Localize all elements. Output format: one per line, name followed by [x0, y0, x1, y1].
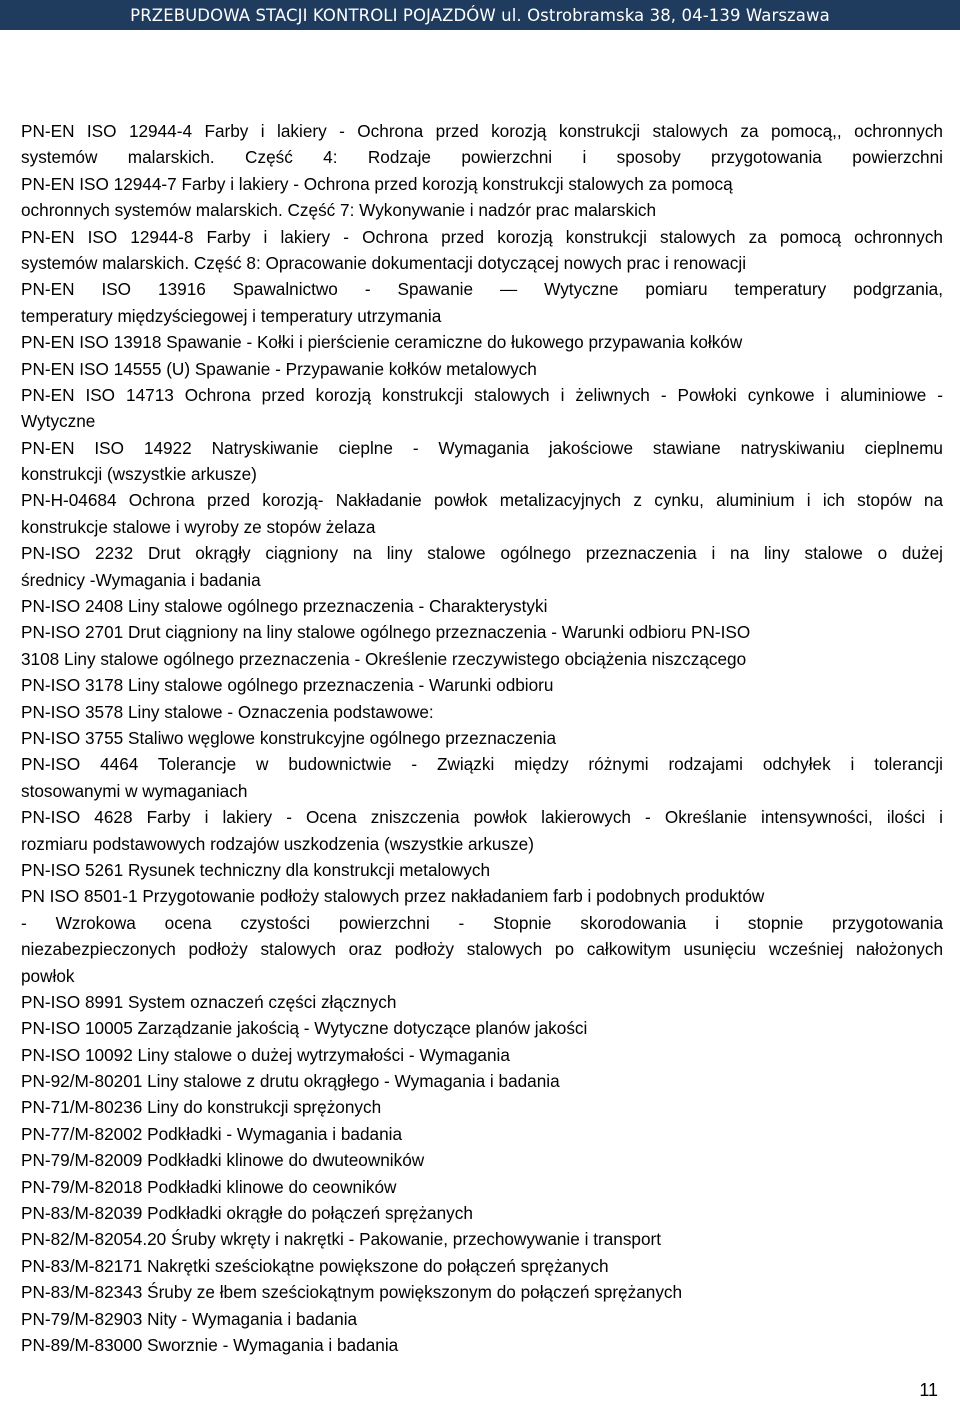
- text-line: rozmiaru podstawowych rodzajów uszkodzenia (wszystkie arkusze): [21, 833, 534, 854]
- text-line: konstrukcje stalowe i wyroby ze stopów żelaza: [21, 516, 376, 537]
- text-line: niezabezpieczonych podłoży stalowych oraz podłoży stalowych po całkowitym usunięciu wcześniej nałożonych: [21, 939, 943, 960]
- page-number: 11: [919, 1380, 938, 1400]
- text-line: 3108 Liny stalowe ogólnego przeznaczenia - Określenie rzeczywistego obciążenia niszczącego: [21, 648, 747, 669]
- text-line: systemów malarskich. Część 8: Opracowanie dokumentacji dotyczącej nowych prac i renowacji: [21, 252, 747, 273]
- text-line: PN-ISO 5261 Rysunek techniczny dla konstrukcji metalowych: [21, 859, 491, 880]
- text-line: PN-83/M-82039 Podkładki okrągłe do połączeń sprężanych: [21, 1203, 473, 1224]
- text-line: Wytyczne: [21, 411, 96, 432]
- text-line: temperatury międzyściegowej i temperatury utrzymania: [21, 305, 442, 326]
- text-line: PN-EN ISO 14922 Natryskiwanie cieplne - Wymagania jakościowe stawiane natryskiwaniu cieplnemu: [21, 437, 943, 458]
- text-line: PN-EN ISO 14555 (U) Spawanie - Przypawanie kołków metalowych: [21, 358, 537, 379]
- text-line: PN-ISO 4628 Farby i lakiery - Ocena zniszczenia powłok lakierowych - Określanie intensywności, ilości i: [21, 807, 943, 828]
- header-title: PRZEBUDOWA STACJI KONTROLI POJAZDÓW ul. Ostrobramska 38, 04-139 Warszawa: [130, 5, 830, 25]
- text-line: PN-ISO 2232 Drut okrągły ciągniony na liny stalowe ogólnego przeznaczenia i na liny stalowe o dużej: [21, 543, 943, 564]
- text-line: PN-79/M-82009 Podkładki klinowe do dwuteowników: [21, 1150, 425, 1171]
- text-line: systemów malarskich. Część 4: Rodzaje powierzchni i sposoby przygotowania powierzchni: [21, 147, 943, 168]
- text-line: PN-EN ISO 12944-8 Farby i lakiery - Ochrona przed korozją konstrukcji stalowych za pomocą ochronnych: [21, 226, 943, 247]
- standards-list: [21, 118, 943, 1358]
- text-line: PN-EN ISO 12944-7 Farby i lakiery - Ochrona przed korozją konstrukcji stalowych za pomocą: [21, 173, 733, 194]
- text-line: PN-ISO 8991 System oznaczeń części złącznych: [21, 991, 397, 1012]
- text-line: PN-EN ISO 13916 Spawalnictwo - Spawanie — Wytyczne pomiaru temperatury podgrzania,: [21, 279, 943, 300]
- text-line: PN-ISO 4464 Tolerancje w budownictwie - Związki między różnymi rodzajami odchyłek i tolerancji: [21, 754, 943, 775]
- text-line: PN-EN ISO 13918 Spawanie - Kołki i pierścienie ceramiczne do łukowego przypawania kołków: [21, 332, 743, 353]
- text-line: PN-ISO 2701 Drut ciągniony na liny stalowe ogólnego przeznaczenia - Warunki odbioru PN-ISO: [21, 622, 751, 643]
- text-line: PN-H-04684 Ochrona przed korozją- Nakładanie powłok metalizacyjnych z cynku, aluminium i ich stopów na: [21, 490, 943, 511]
- text-line: PN-82/M-82054.20 Śruby wkręty i nakrętki - Pakowanie, przechowywanie i transport: [21, 1229, 662, 1250]
- text-line: PN-89/M-83000 Sworznie - Wymagania i badania: [21, 1334, 399, 1355]
- text-line: PN-79/M-82903 Nity - Wymagania i badania: [21, 1308, 358, 1329]
- text-line: PN-77/M-82002 Podkładki - Wymagania i badania: [21, 1123, 403, 1144]
- text-line: PN-71/M-80236 Liny do konstrukcji sprężonych: [21, 1097, 382, 1118]
- text-line: PN-ISO 3755 Staliwo węglowe konstrukcyjne ogólnego przeznaczenia: [21, 727, 557, 748]
- text-line: stosowanymi w wymaganiach: [21, 780, 248, 801]
- text-line: PN-ISO 3578 Liny stalowe - Oznaczenia podstawowe:: [21, 701, 434, 722]
- text-line: PN-EN ISO 12944-4 Farby i lakiery - Ochrona przed korozją konstrukcji stalowych za pomocą,, ochronnych: [21, 121, 943, 141]
- text-line: średnicy -Wymagania i badania: [21, 569, 261, 590]
- text-line: PN ISO 8501-1 Przygotowanie podłoży stalowych przez nakładaniem farb i podobnych produktów: [21, 886, 765, 907]
- page-header: [0, 0, 960, 30]
- text-line: powłok: [21, 965, 75, 986]
- text-line: PN-ISO 3178 Liny stalowe ogólnego przeznaczenia - Warunki odbioru: [21, 675, 554, 696]
- text-line: PN-ISO 10005 Zarządzanie jakością - Wytyczne dotyczące planów jakości: [21, 1018, 588, 1039]
- text-line: - Wzrokowa ocena czystości powierzchni - Stopnie skorodowania i stopnie przygotowania: [21, 912, 943, 933]
- text-line: konstrukcji (wszystkie arkusze): [21, 464, 257, 485]
- text-line: PN-92/M-80201 Liny stalowe z drutu okrągłego - Wymagania i badania: [21, 1071, 560, 1092]
- text-line: ochronnych systemów malarskich. Część 7: Wykonywanie i nadzór prac malarskich: [21, 200, 657, 221]
- text-line: PN-83/M-82343 Śruby ze łbem sześciokątnym powiększonym do połączeń sprężanych: [21, 1282, 683, 1303]
- text-line: PN-83/M-82171 Nakrętki sześciokątne powiększone do połączeń sprężanych: [21, 1255, 609, 1276]
- text-line: PN-ISO 2408 Liny stalowe ogólnego przeznaczenia - Charakterystyki: [21, 596, 548, 617]
- text-line: PN-EN ISO 14713 Ochrona przed korozją konstrukcji stalowych i żeliwnych - Powłoki cynkowe i aluminiowe -: [21, 384, 943, 405]
- text-line: PN-79/M-82018 Podkładki klinowe do ceowników: [21, 1176, 397, 1197]
- text-line: PN-ISO 10092 Liny stalowe o dużej wytrzymałości - Wymagania: [21, 1044, 510, 1065]
